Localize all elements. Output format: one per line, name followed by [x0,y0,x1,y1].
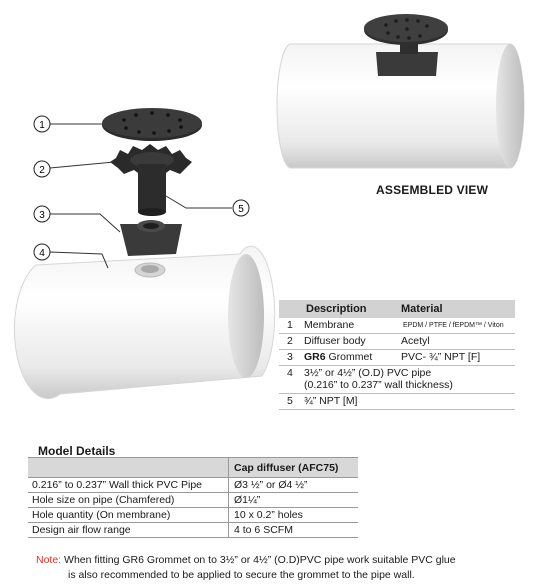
row-number: 4 [287,367,293,379]
row-description: ¾” NPT [M] [304,395,358,407]
note [36,553,456,583]
svg-text:1: 1 [39,120,45,131]
model-details-table [28,457,358,538]
table-row [28,508,358,523]
model-column-header: Cap diffuser (AFC75) [234,462,339,474]
row-material: Acetyl [401,335,430,347]
svg-text:4: 4 [39,248,45,259]
row-description-bold: GR6 [304,351,326,363]
callout-5 [233,200,249,216]
svg-text:3: 3 [39,210,45,221]
exploded-pipe [15,246,275,398]
row-description: Membrane [304,319,355,331]
row-description-rest: Grommet [325,351,373,363]
row-number: 5 [287,395,293,407]
row-description: Diffuser body [304,335,366,347]
spec-table-header [279,300,515,318]
note-line-2: is also recommended to be applied to secure the grommet to the pipe wall. [68,569,415,581]
callout-3 [34,206,50,222]
callout-2 [34,161,50,177]
table-row [279,394,515,410]
grommet-part [120,220,182,256]
table-row [28,493,358,508]
row-description-line2: (0.216” to 0.237” wall thickness) [304,379,453,391]
description-header: Description [306,303,367,315]
membrane-part [102,108,202,141]
row-label: 0.216” to 0.237” Wall thick PVC Pipe [32,479,203,491]
table-row [279,318,515,334]
row-description: 3½” or 4½” (O.D) PVC pipe [304,367,432,379]
note-label: Note: [36,554,62,566]
row-label: Hole size on pipe (Chamfered) [32,494,175,506]
table-row [279,350,515,366]
row-material: PVC- ¾” NPT [F] [401,351,481,363]
assembled-view-label: ASSEMBLED VIEW [376,183,489,197]
row-description [304,351,372,363]
diffuser-body-part [110,144,192,216]
table-row [28,523,358,538]
row-value: Ø1¼” [234,494,261,506]
row-value: 10 x 0.2” holes [234,509,303,521]
row-value: Ø3 ½” or Ø4 ½” [234,479,308,491]
callout-4 [34,244,50,260]
svg-text:5: 5 [238,204,244,215]
material-header: Material [401,303,443,315]
table-row [279,334,515,350]
table-row [28,478,358,493]
svg-text:2: 2 [39,165,45,176]
row-value: 4 to 6 SCFM [234,524,293,536]
table-row [279,366,515,394]
row-label: Hole quantity (On membrane) [32,509,171,521]
spec-table [279,300,515,410]
note-line-1: When fitting GR6 Grommet on to 3½” or 4½” (O.D)PVC pipe work suitable PVC glue [64,554,456,566]
row-number: 1 [287,319,293,331]
assembled-pipe [277,14,524,168]
row-label: Design air flow range [32,524,131,536]
model-table-header [28,458,358,478]
row-number: 2 [287,335,293,347]
model-details-title: Model Details [38,444,116,458]
row-number: 3 [287,351,293,363]
row-material: EPDM / PTFE / fEPDM™ / Viton [403,322,504,329]
callout-1 [34,116,50,132]
